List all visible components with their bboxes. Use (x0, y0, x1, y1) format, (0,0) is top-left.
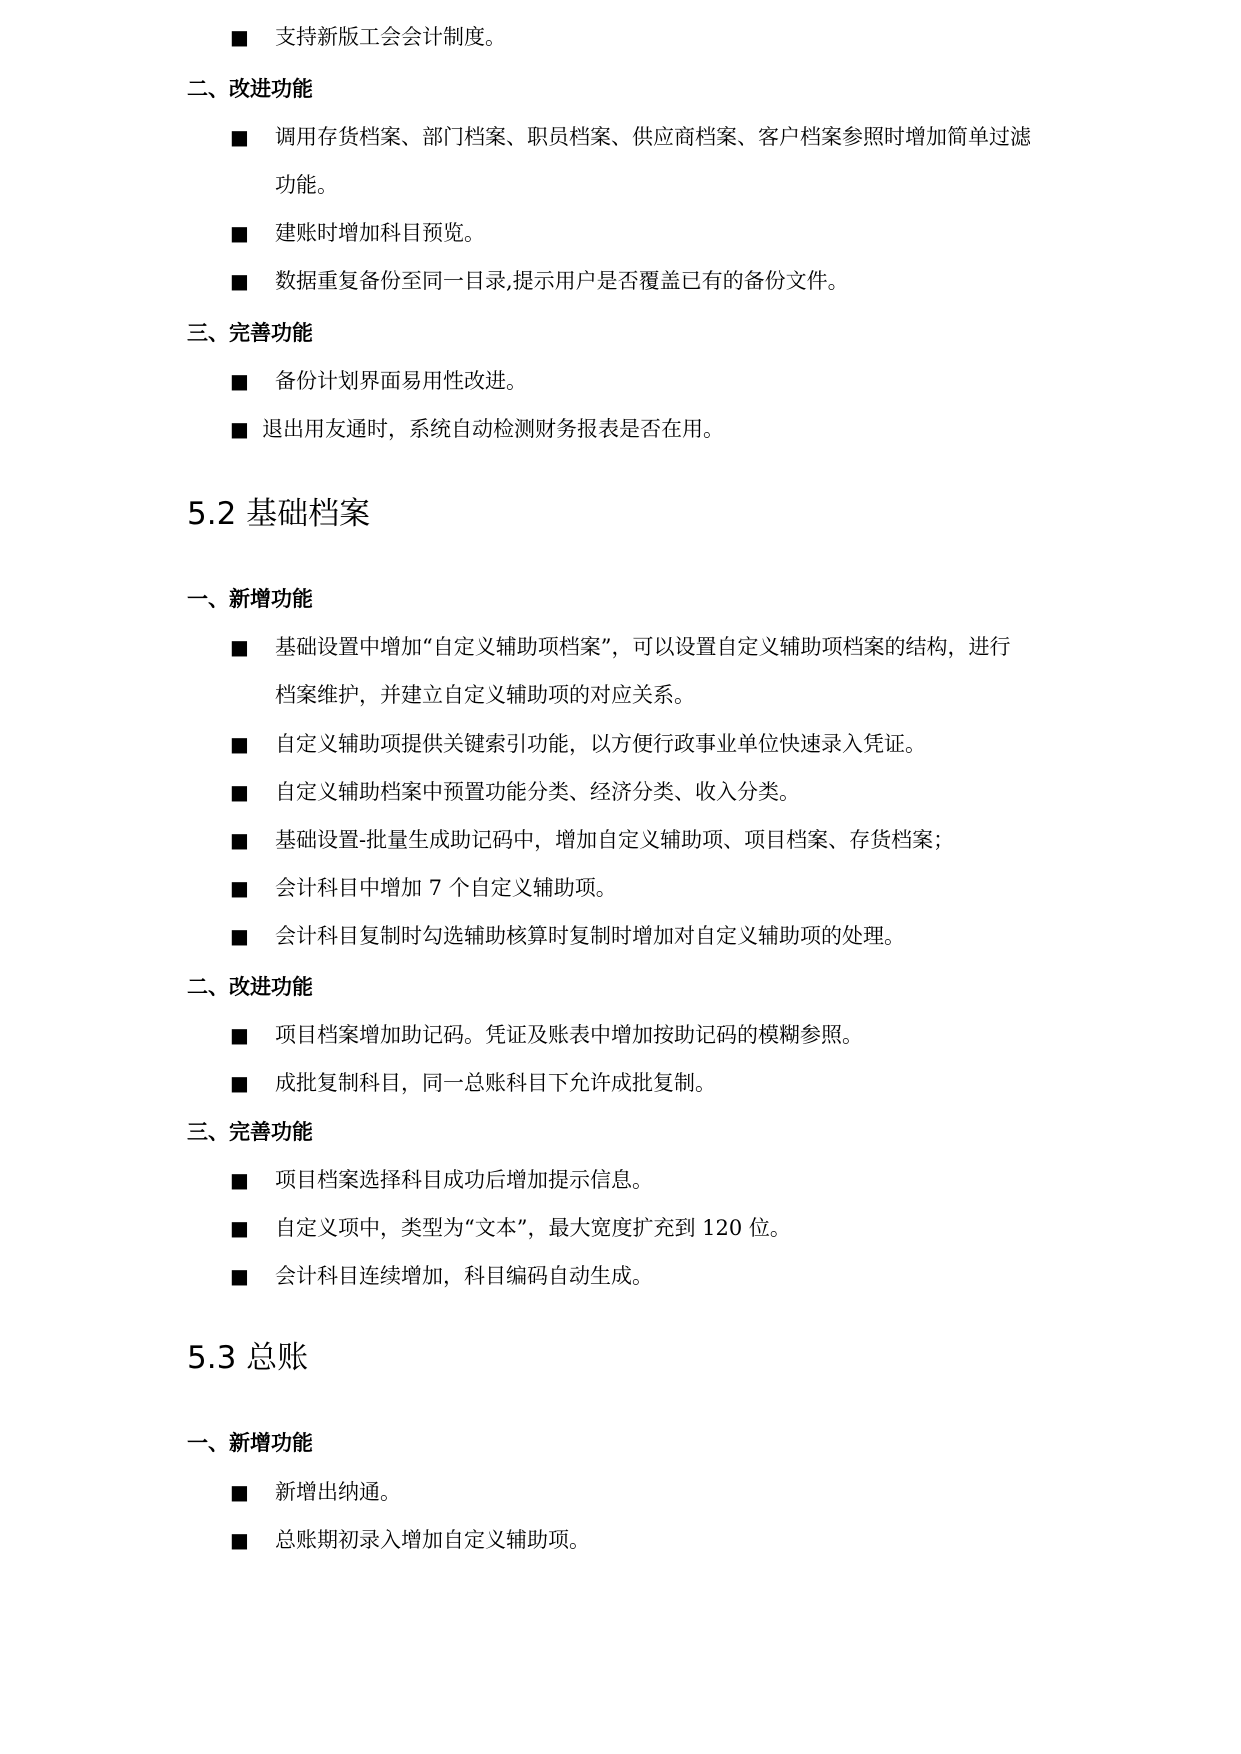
bullet-marker: ■ (230, 876, 249, 900)
bullet-marker: ■ (230, 221, 249, 245)
bullet-text: 项目档案增加助记码。凭证及账表中增加按助记码的模糊参照。 (275, 1023, 863, 1047)
bullet-text: 调用存货档案、部门档案、职员档案、供应商档案、客户档案参照时增加简单过滤 (275, 125, 1031, 149)
bullet-marker: ■ (230, 1528, 249, 1552)
bullet-text: 自定义辅助项提供关键索引功能，以方便行政事业单位快速录入凭证。 (275, 732, 926, 756)
bullet-text: 数据重复备份至同一目录,提示用户是否覆盖已有的备份文件。 (275, 269, 849, 293)
section-heading-5-2: 5.2 基础档案 (187, 496, 371, 532)
bullet-marker: ■ (230, 828, 249, 852)
bullet-text: 退出用友通时，系统自动检测财务报表是否在用。 (262, 417, 724, 441)
bullet-marker: ■ (230, 369, 249, 393)
bullet-text: 会计科目中增加 7 个自定义辅助项。 (275, 876, 617, 900)
section-title: 二、改进功能 (187, 77, 313, 101)
bullet-text: 支持新版工会会计制度。 (275, 25, 506, 49)
bullet-text: 项目档案选择科目成功后增加提示信息。 (275, 1168, 653, 1192)
bullet-text: 备份计划界面易用性改进。 (275, 369, 527, 393)
bullet-marker: ■ (230, 1264, 249, 1288)
bullet-text: 自定义辅助档案中预置功能分类、经济分类、收入分类。 (275, 780, 800, 804)
bullet-marker: ■ (230, 417, 249, 441)
bullet-text-continuation: 档案维护，并建立自定义辅助项的对应关系。 (275, 683, 695, 707)
bullet-text: 会计科目复制时勾选辅助核算时复制时增加对自定义辅助项的处理。 (275, 924, 905, 948)
section-title: 二、改进功能 (187, 975, 313, 999)
bullet-text: 基础设置中增加“自定义辅助项档案”，可以设置自定义辅助项档案的结构，进行 (275, 635, 1011, 659)
bullet-text: 会计科目连续增加，科目编码自动生成。 (275, 1264, 653, 1288)
bullet-marker: ■ (230, 1168, 249, 1192)
bullet-marker: ■ (230, 269, 249, 293)
bullet-marker: ■ (230, 1480, 249, 1504)
bullet-text: 建账时增加科目预览。 (275, 221, 485, 245)
bullet-marker: ■ (230, 25, 249, 49)
bullet-text-continuation: 功能。 (275, 173, 338, 197)
bullet-text: 成批复制科目，同一总账科目下允许成批复制。 (275, 1071, 716, 1095)
section-title: 三、完善功能 (187, 321, 313, 345)
bullet-marker: ■ (230, 780, 249, 804)
bullet-marker: ■ (230, 1071, 249, 1095)
bullet-marker: ■ (230, 635, 249, 659)
bullet-marker: ■ (230, 125, 249, 149)
bullet-marker: ■ (230, 1023, 249, 1047)
section-title: 一、新增功能 (187, 587, 313, 611)
bullet-marker: ■ (230, 1216, 249, 1240)
section-title: 三、完善功能 (187, 1120, 313, 1144)
section-title: 一、新增功能 (187, 1431, 313, 1455)
bullet-marker: ■ (230, 924, 249, 948)
bullet-text: 总账期初录入增加自定义辅助项。 (275, 1528, 590, 1552)
section-heading-5-3: 5.3 总账 (187, 1340, 309, 1376)
bullet-text: 基础设置-批量生成助记码中，增加自定义辅助项、项目档案、存货档案； (275, 828, 955, 852)
bullet-text: 新增出纳通。 (275, 1480, 401, 1504)
bullet-text: 自定义项中，类型为“文本”，最大宽度扩充到 120 位。 (275, 1216, 791, 1240)
bullet-marker: ■ (230, 732, 249, 756)
